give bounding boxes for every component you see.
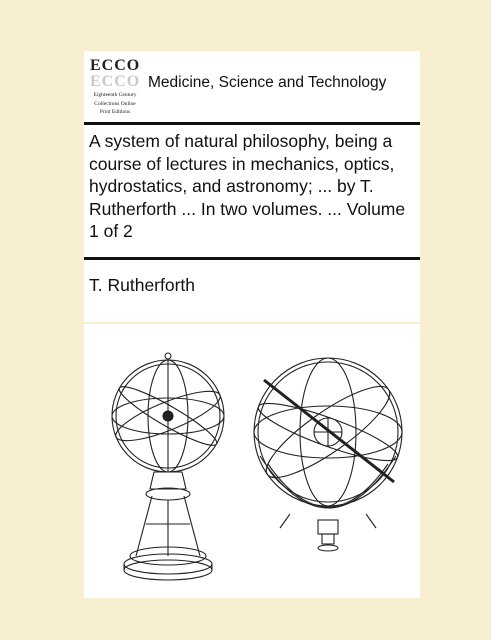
logo-line-2: ECCO: [90, 73, 141, 90]
book-title: A system of natural philosophy, being a course of lectures in mechanics, optics, hydrostatics, and astronomy; ... by T. Rutherforth ... In two volumes. ... Volume 1 of 2: [89, 131, 406, 241]
logo-caption-3: Print Editions: [99, 109, 131, 115]
logo-caption-1: Eighteenth Century: [93, 92, 137, 98]
divider-top: [84, 122, 420, 125]
logo-line-1: ECCO: [90, 57, 141, 74]
cover-header-panel: [84, 51, 420, 322]
illustration-panel: [84, 324, 420, 598]
ecco-logo: [90, 57, 141, 115]
author-name: T. Rutherforth: [89, 275, 196, 295]
series-title: Medicine, Science and Technology: [148, 74, 387, 91]
armillary-sphere-globe-icon: [254, 358, 403, 551]
illustration-svg: [84, 324, 420, 598]
armillary-sphere-stand-icon: [111, 353, 225, 580]
logo-caption-2: Collections Online: [94, 100, 136, 107]
divider-bottom: [84, 257, 420, 260]
